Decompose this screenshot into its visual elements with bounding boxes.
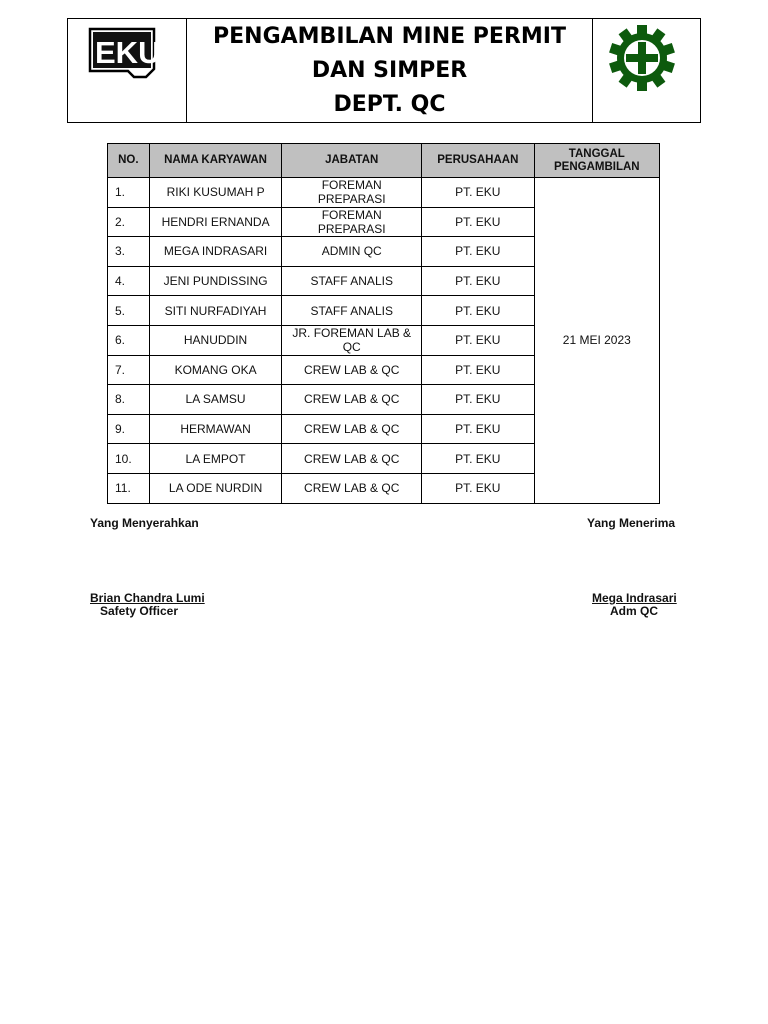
emblem-cell	[593, 19, 700, 122]
header-no: NO.	[108, 144, 150, 178]
cell-name: LA SAMSU	[149, 385, 282, 415]
cell-no: 3.	[108, 237, 150, 267]
cell-company: PT. EKU	[422, 266, 535, 296]
cell-no: 10.	[108, 444, 150, 474]
title-line-2: DAN SIMPER	[311, 57, 468, 83]
cell-job: CREW LAB & QC	[282, 473, 422, 503]
cell-no: 6.	[108, 325, 150, 355]
cell-name: HERMAWAN	[149, 414, 282, 444]
cell-no: 8.	[108, 385, 150, 415]
cell-no: 7.	[108, 355, 150, 385]
header-name: NAMA KARYAWAN	[149, 144, 282, 178]
cell-job: ADMIN QC	[282, 237, 422, 267]
cell-company: PT. EKU	[422, 473, 535, 503]
cell-company: PT. EKU	[422, 207, 535, 237]
cell-company: PT. EKU	[422, 237, 535, 267]
header-date: TANGGAL PENGAMBILAN	[534, 144, 659, 178]
cell-job: CREW LAB & QC	[282, 444, 422, 474]
cell-name: RIKI KUSUMAH P	[149, 178, 282, 208]
sig-left-title: Safety Officer	[100, 604, 179, 618]
cell-name: JENI PUNDISSING	[149, 266, 282, 296]
cell-job: FOREMAN PREPARASI	[282, 178, 422, 208]
cell-name: SITI NURFADIYAH	[149, 296, 282, 326]
sig-right-title: Adm QC	[610, 604, 658, 618]
cell-company: PT. EKU	[422, 355, 535, 385]
cell-job: CREW LAB & QC	[282, 355, 422, 385]
logo-cell	[68, 19, 187, 122]
sig-right-name: Mega Indrasari	[592, 591, 677, 605]
cell-job: CREW LAB & QC	[282, 414, 422, 444]
cell-job: FOREMAN PREPARASI	[282, 207, 422, 237]
sig-left-name: Brian Chandra Lumi	[90, 591, 205, 605]
logo-text: EKU	[95, 35, 160, 70]
cell-no: 11.	[108, 473, 150, 503]
title-line-1: PENGAMBILAN MINE PERMIT	[213, 23, 566, 49]
roster-table	[107, 143, 660, 504]
cell-company: PT. EKU	[422, 414, 535, 444]
cell-no: 1.	[108, 178, 150, 208]
cell-job: STAFF ANALIS	[282, 296, 422, 326]
cell-no: 5.	[108, 296, 150, 326]
cell-name: MEGA INDRASARI	[149, 237, 282, 267]
sig-left-label: Yang Menyerahkan	[90, 516, 199, 530]
eku-logo-icon	[88, 27, 160, 81]
title-line-3: DEPT. QC	[333, 91, 446, 117]
cell-name: LA EMPOT	[149, 444, 282, 474]
table-row	[108, 178, 660, 208]
cell-name: HANUDDIN	[149, 325, 282, 355]
document-header	[67, 18, 701, 123]
cell-company: PT. EKU	[422, 178, 535, 208]
cell-company: PT. EKU	[422, 385, 535, 415]
table-header-row	[108, 144, 660, 178]
cell-name: KOMANG OKA	[149, 355, 282, 385]
header-company: PERUSAHAAN	[422, 144, 535, 178]
cell-date: 21 MEI 2023	[534, 178, 659, 504]
gear-cross-emblem-icon	[605, 21, 679, 95]
header-job: JABATAN	[282, 144, 422, 178]
cell-no: 4.	[108, 266, 150, 296]
cell-company: PT. EKU	[422, 325, 535, 355]
cell-name: HENDRI ERNANDA	[149, 207, 282, 237]
cell-company: PT. EKU	[422, 444, 535, 474]
title-cell	[187, 19, 593, 122]
sig-right-label: Yang Menerima	[587, 516, 676, 530]
cell-job: CREW LAB & QC	[282, 385, 422, 415]
cell-no: 2.	[108, 207, 150, 237]
cell-name: LA ODE NURDIN	[149, 473, 282, 503]
cell-job: STAFF ANALIS	[282, 266, 422, 296]
cell-job: JR. FOREMAN LAB & QC	[282, 325, 422, 355]
cell-no: 9.	[108, 414, 150, 444]
cell-company: PT. EKU	[422, 296, 535, 326]
